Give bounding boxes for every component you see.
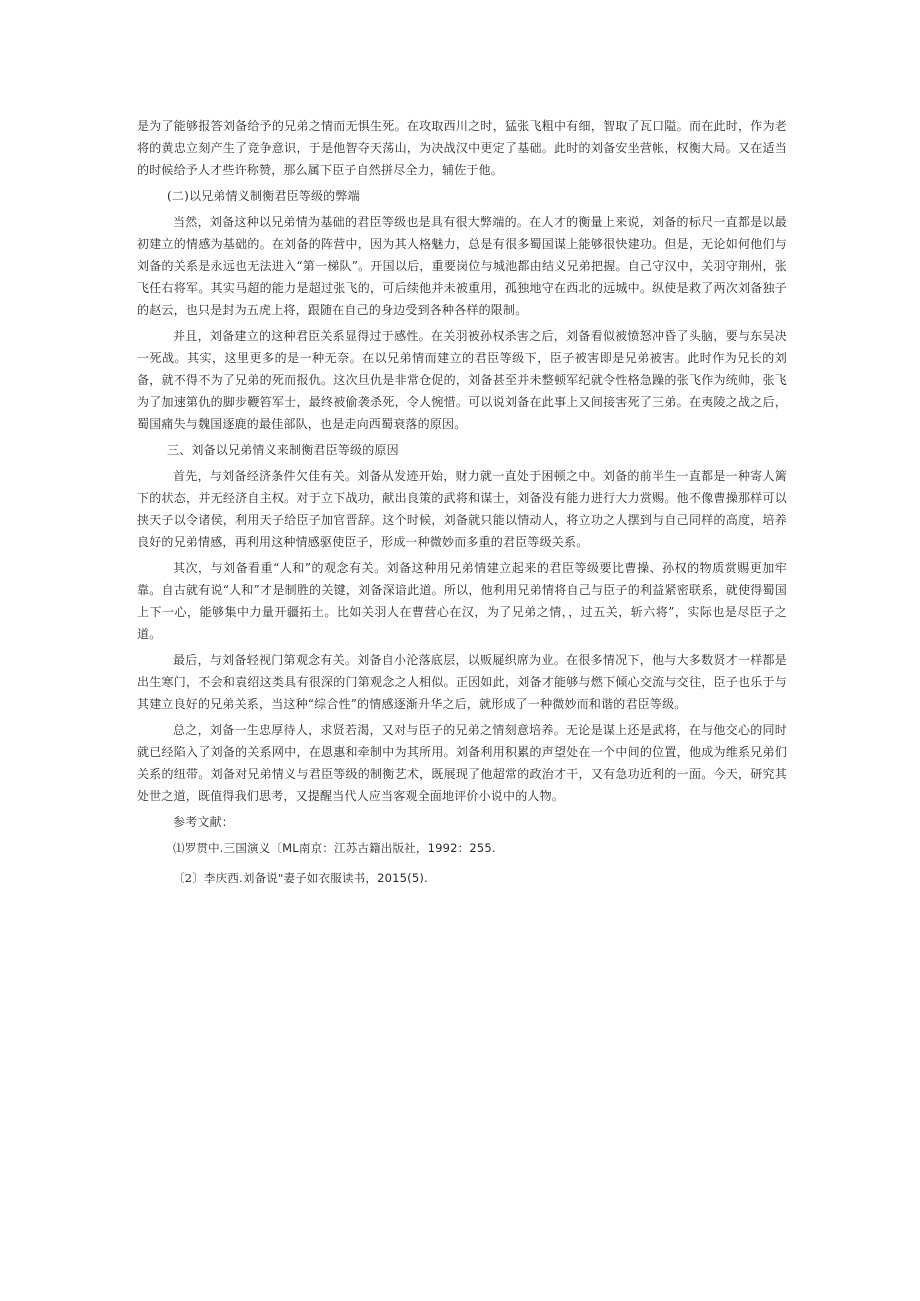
- ref-text: 南京：江苏古籍出版社，: [298, 841, 428, 855]
- ref-text: 〔2〕: [173, 871, 204, 885]
- paragraph: 是为了能够报答刘备给予的兄弟之情而无惧生死。在攻取西川之时，猛张飞粗中有细，智取了瓦口隘。而在此时，作为老将的黄忠立刻产生了竞争意识，于是他智夺天荡山，为决战汉中更定了基础。此时的刘备安坐营帐，权衡大局。又在适当的时候给予人才些许称赞，那么属下臣子自然拼尽全力，辅佐于他。: [137, 119, 787, 177]
- ref-text: ⑴罗贯中.三国演义〔: [173, 841, 283, 855]
- section-heading: (二)以兄弟情义制衡君臣等级的弊端: [167, 189, 360, 203]
- paragraph: 其次，与刘备看重“人和”的观念有关。刘备这种用兄弟情建立起来的君臣等级要比曹操、孙权的物质赏赐更加牢靠。自古就有说“人和”才是制胜的关键，刘备深谙此道。所以，他利用兄弟情将自己与臣子的利益紧密联系，就使得蜀国上下一心，能够集中力量开疆拓土。比如关羽人在曹营心在汉，为了兄弟之情，，过五关，斩六将”，实际也是尽臣子之道。: [137, 561, 787, 641]
- paragraph: 并且，刘备建立的这种君臣关系显得过于感性。在关羽被孙权杀害之后，刘备看似被愤怒冲昏了头脑，要与东吴决一死战。其实，这里更多的是一种无奈。在以兄弟情而建立的君臣等级下，臣子被害即是兄弟被害。此时作为兄长的刘备，就不得不为了兄弟的死而报仇。这次旦仇是非常仓促的，刘备甚至并未整顿军纪就令性格急躁的张飞作为统帅，张飞为了加速第仇的脚步鞭笞军士，最终被偷袭杀死，令人惋惜。可以说刘备在此事上又间接害死了三弟。在夷陵之战之后，蜀国痛失与魏国逐鹿的最佳部队，也是走向西蜀衰落的原因。: [137, 329, 787, 431]
- reference-item: [137, 867, 787, 889]
- ref-text: 李庆西.刘备说"妻子如衣服读书，: [203, 871, 378, 885]
- paragraph: 总之，刘备一生忠厚待人，求贤若渴，又对与臣子的兄弟之情刻意培养。无论是谋上还是武将，在与他交心的同时就已经陷入了刘备的关系网中，在恩惠和牵制中为其所用。刘备利用积累的声望处在一个中间的位置，他成为维系兄弟们关系的纽带。刘备对兄弟情义与君臣等级的制衡艺术，既展现了他超常的政治才干，又有急功近利的一面。今天，研究其处世之道，既值得我们思考，又提醒当代人应当客观全面地评价小说中的人物。: [137, 723, 787, 803]
- paragraph: 当然，刘备这种以兄弟情为基础的君臣等级也是具有很大弊端的。在人才的衡量上来说，刘备的标尺一直都是以最初建立的情感为基础的。在刘备的阵营中，因为其人格魅力，总是有很多蜀国谋上能够很快建功。但是，无论如何他们与刘备的关系是永远也无法进入“第一梯队”。开国以后，重要岗位与城池都由结义兄弟把握。自己守汉中，关羽守荆州，张飞任右将军。其实马超的能力是超过张飞的，可后续他并未被重用，孤独地守在西北的远城中。纵使是救了两次刘备独子的赵云，也只是封为五虎上将，跟随在自己的身边受到各种各样的限制。: [137, 215, 787, 317]
- ref-text: 1992：255.: [427, 841, 496, 855]
- article-body: [137, 115, 787, 897]
- ref-text: ML: [282, 841, 299, 855]
- references-title: 参考文献：: [173, 815, 235, 829]
- ref-text: 2015(5).: [377, 871, 428, 885]
- section-heading: 三、刘备以兄弟情义来制衡君臣等级的原因: [167, 443, 399, 457]
- paragraph: 最后，与刘备轻视门第观念有关。刘备自小沦落底层，以贩屣织席为业。在很多情况下，他与大多数贤才一样都是出生寒门，不会和袁绍这类具有很深的门第观念之人相似。正因如此，刘备才能够与燃下倾心交流与交往，臣子也乐于与其建立良好的兄弟关系，当这种“综合性”的情感逐渐升华之后，就形成了一种微妙而和谐的君臣等级。: [137, 653, 787, 711]
- paragraph: 首先，与刘备经济条件欠佳有关。刘备从发迹开始，财力就一直处于困顿之中。刘备的前半生一直都是一种寄人篱下的状态，并无经济自主权。对于立下战功，献出良策的武将和谋士，刘备没有能力进行大力赏赐。他不像曹操那样可以挟天子以令诸侯，利用天子给臣子加官晋辞。这个时候，刘备就只能以情动人，将立功之人摆到与自己同样的高度，培养良好的兄弟情感，再利用这种情感驱使臣子，形成一种微妙而多重的君臣等级关系。: [137, 469, 787, 549]
- reference-item: [137, 837, 787, 859]
